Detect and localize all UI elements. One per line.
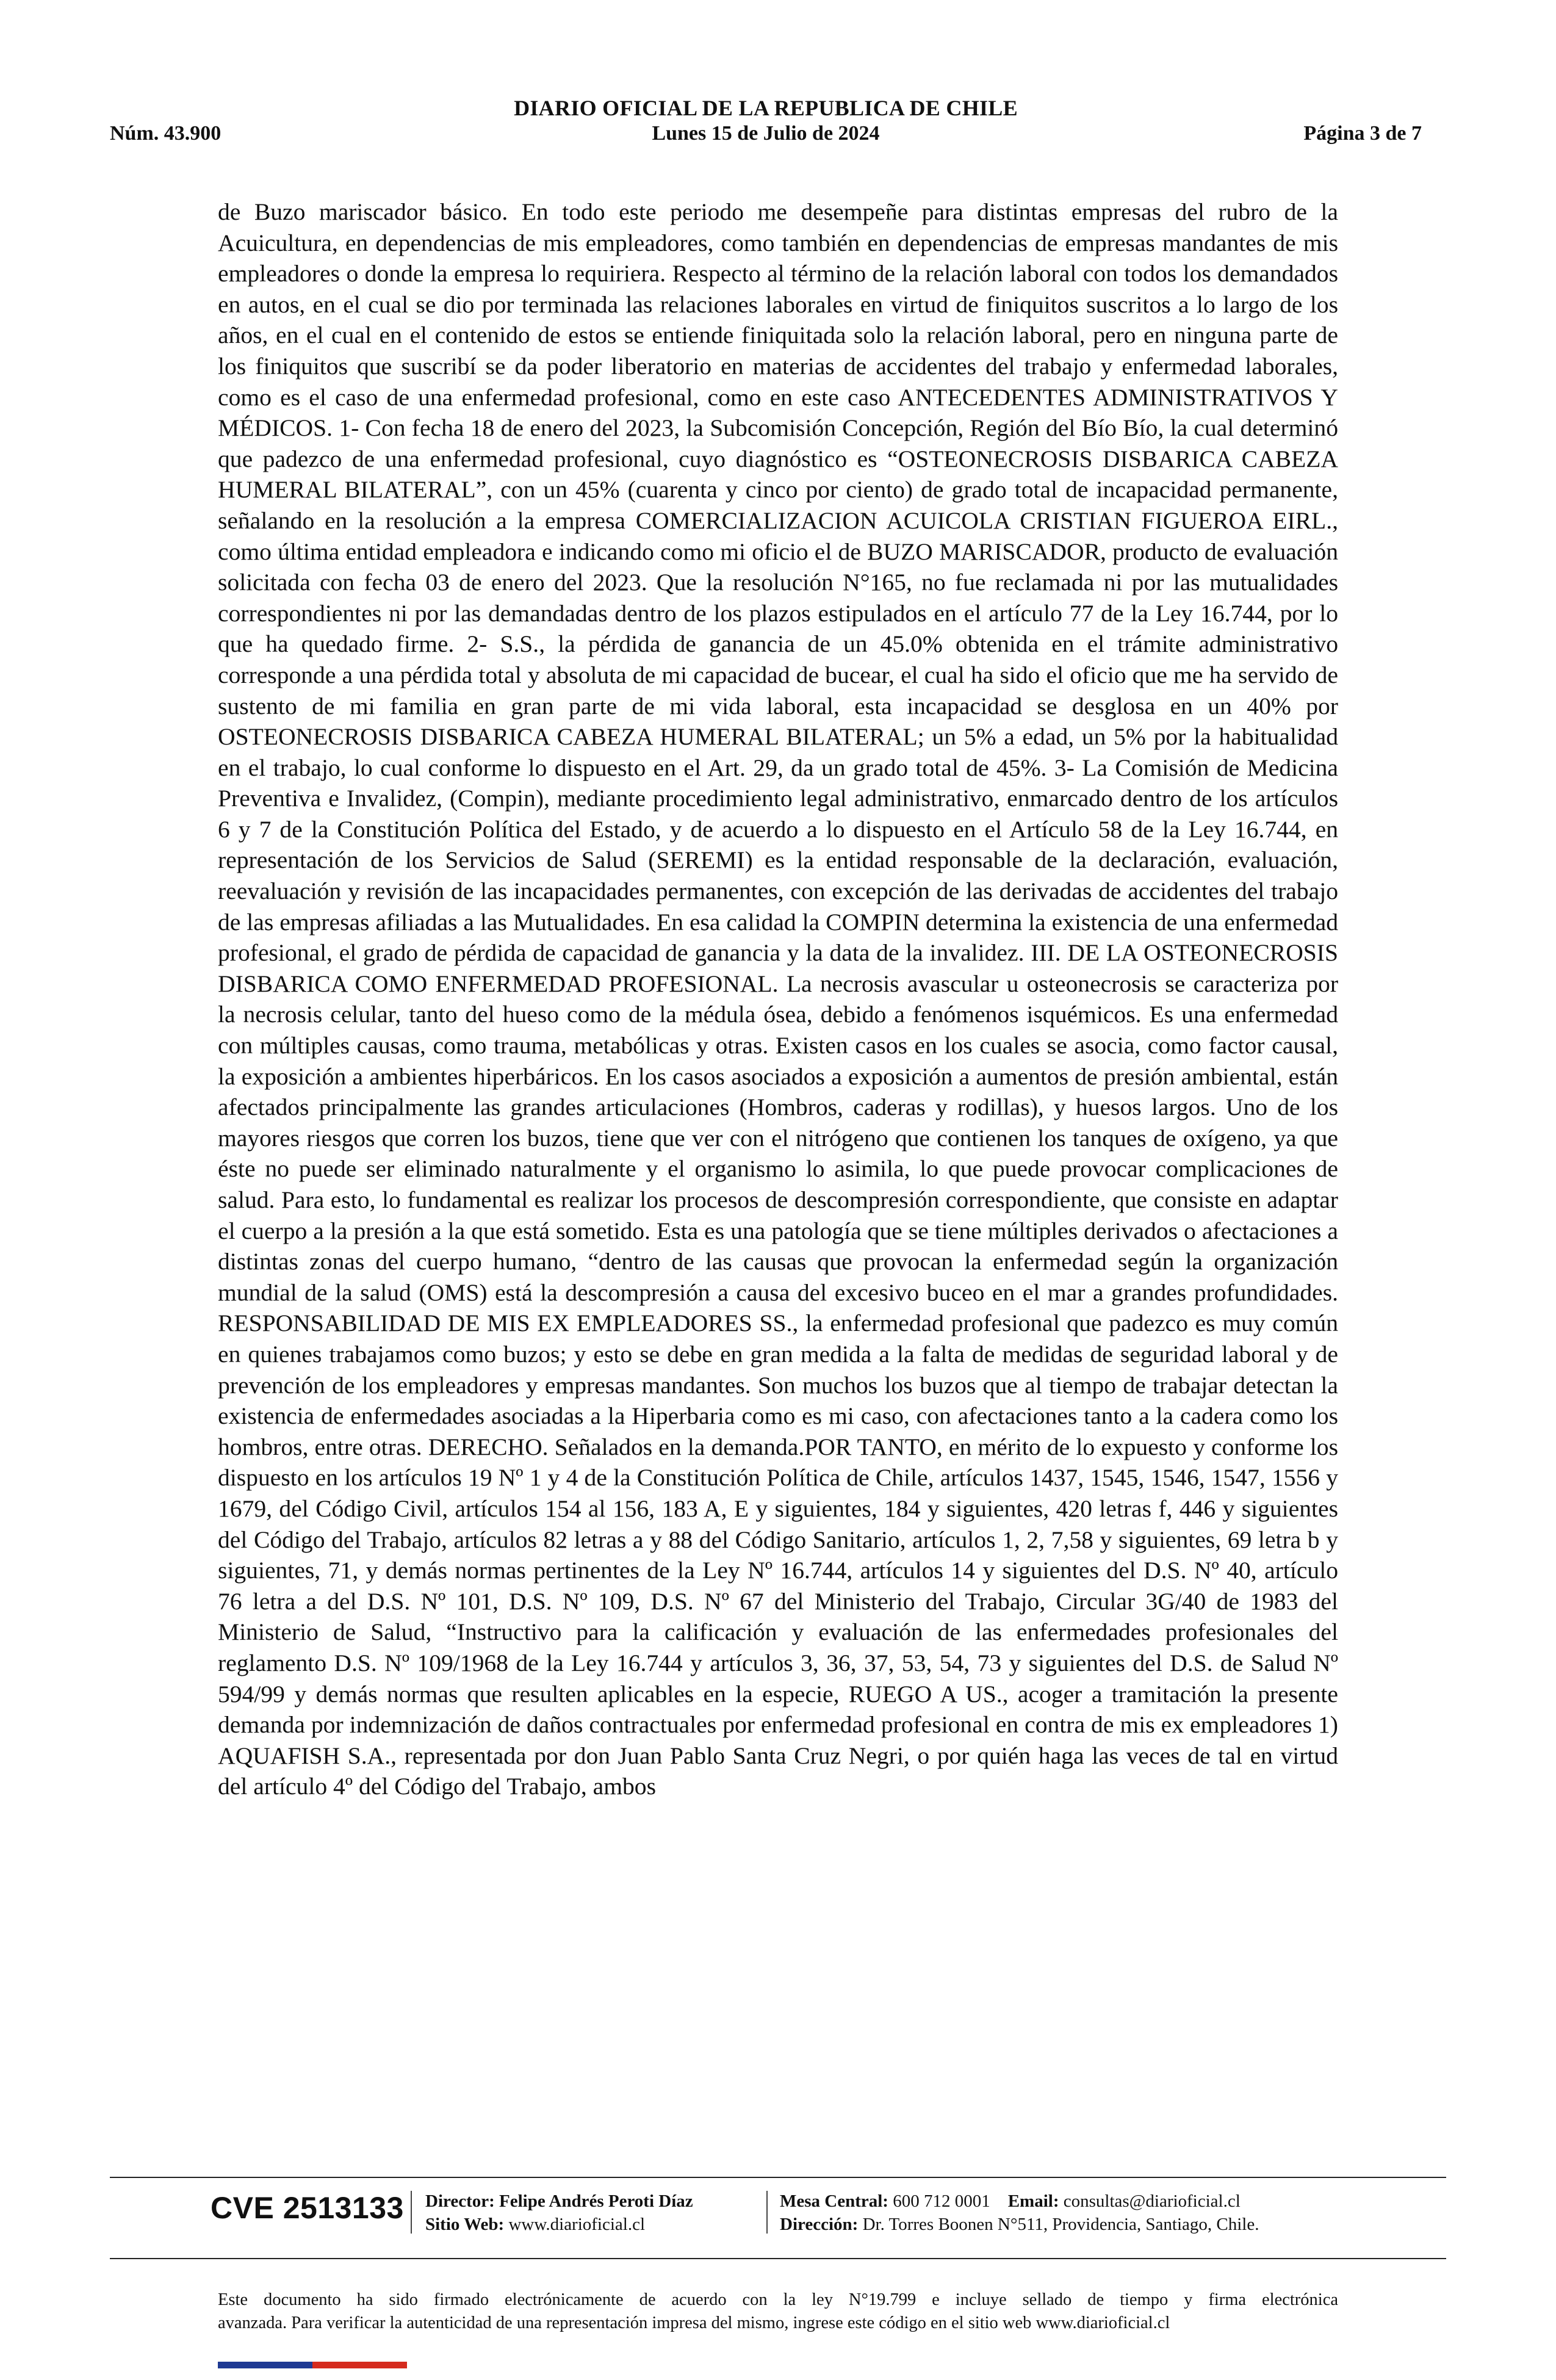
email-label: Email: bbox=[1007, 2191, 1059, 2211]
footer-separator bbox=[411, 2191, 412, 2234]
newspaper-title: DIARIO OFICIAL DE LA REPUBLICA DE CHILE bbox=[514, 96, 1018, 120]
issue-date: Lunes 15 de Julio de 2024 bbox=[652, 122, 880, 145]
signature-notice bbox=[218, 2288, 1338, 2335]
footer-separator bbox=[766, 2191, 768, 2234]
page-header bbox=[110, 95, 1422, 150]
phone-label: Mesa Central: bbox=[780, 2191, 888, 2211]
address-value: Dr. Torres Boonen N°511, Providencia, Santiago, Chile. bbox=[862, 2215, 1259, 2234]
director-label: Director: bbox=[425, 2191, 495, 2211]
flag-red-segment bbox=[312, 2362, 407, 2368]
flag-blue-segment bbox=[218, 2362, 312, 2368]
footer-director-block bbox=[425, 2190, 693, 2236]
director-name: Felipe Andrés Peroti Díaz bbox=[499, 2191, 693, 2211]
site-link[interactable]: www.diarioficial.cl bbox=[508, 2215, 646, 2234]
page-number: Página 3 de 7 bbox=[1303, 122, 1422, 145]
chile-flag-bar bbox=[218, 2362, 407, 2368]
issue-number: Núm. 43.900 bbox=[110, 122, 222, 145]
phone-value: 600 712 0001 bbox=[893, 2191, 990, 2211]
footer-contact-block bbox=[780, 2190, 1259, 2236]
address-label: Dirección: bbox=[780, 2215, 859, 2234]
footer-top-rule bbox=[110, 2177, 1446, 2178]
notice-line-2: avanzada. Para verificar la autenticidad de una representación impresa del mismo, ingrese este código en el sitio web www.diarioficial.cl bbox=[218, 2313, 1170, 2332]
notice-line-1: Este documento ha sido firmado electrónicamente de acuerdo con la ley N°19.799 e incluye sellado de tiempo y firma electrónica bbox=[218, 2290, 1338, 2309]
cve-code: CVE 2513133 bbox=[211, 2191, 404, 2225]
email-link[interactable]: consultas@diarioficial.cl bbox=[1063, 2191, 1241, 2211]
body-paragraph: de Buzo mariscador básico. En todo este periodo me desempeñe para distintas empresas del rubro de la Acuicultura, en dependencias de mis empleadores, como también en dependencias de empresas mandantes de mis empleadores o donde la empresa lo requiriera. Respecto al término de la relación laboral con todos los demandados en autos, en el cual se dio por terminada las relaciones laborales en virtud de finiquitos suscritos a lo largo de los años, en el cual en el contenido de estos se entiende finiquitada solo la relación laboral, pero en ninguna parte de los finiquitos que suscribí se da poder liberatorio en materias de accidentes del trabajo y enfermedad laborales, como es el caso de una enfermedad profesional, como en este caso ANTECEDENTES ADMINISTRATIVOS Y MÉDICOS. 1- Con fecha 18 de enero del 2023, la Subcomisión Concepción, Región del Bío Bío, la cual determinó que padezco de una enfermedad profesional, cuyo diagnóstico es “OSTEONECROSIS DISBARICA CABEZA HUMERAL BILATERAL”, con un 45% (cuarenta y cinco por ciento) de grado total de incapacidad permanente, señalando en la resolución a la empresa COMERCIALIZACION ACUICOLA CRISTIAN FIGUEROA EIRL., como última entidad empleadora e indicando como mi oficio el de BUZO MARISCADOR, producto de evaluación solicitada con fecha 03 de enero del 2023. Que la resolución N°165, no fue reclamada ni por las mutualidades correspondientes ni por las demandadas dentro de los plazos estipulados en el artículo 77 de la Ley 16.744, por lo que ha quedado firme. 2- S.S., la pérdida de ganancia de un 45.0% obtenida en el trámite administrativo corresponde a una pérdida total y absoluta de mi capacidad de bucear, el cual ha sido el oficio que me ha servido de sustento de mi familia en gran parte de mi vida laboral, esta incapacidad se desglosa en un 40% por OSTEONECROSIS DISBARICA CABEZA HUMERAL BILATERAL; un 5% a edad, un 5% por la habitualidad en el trabajo, lo cual conforme lo dispuesto en el Art. 29, da un grado total de 45%. 3- La Comisión de Medicina Preventiva e Invalidez, (Compin), mediante procedimiento legal administrativo, enmarcado dentro de los artículos 6 y 7 de la Constitución Política del Estado, y de acuerdo a lo dispuesto en el Artículo 58 de la Ley 16.744, en representación de los Servicios de Salud (SEREMI) es la entidad responsable de la declaración, evaluación, reevaluación y revisión de las incapacidades permanentes, con excepción de las derivadas de accidentes del trabajo de las empresas afiliadas a las Mutualidades. En esa calidad la COMPIN determina la existencia de una enfermedad profesional, el grado de pérdida de capacidad de ganancia y la data de la invalidez. III. DE LA OSTEONECROSIS DISBARICA COMO ENFERMEDAD PROFESIONAL. La necrosis avascular u osteonecrosis se caracteriza por la necrosis celular, tanto del hueso como de la médula ósea, debido a fenómenos isquémicos. Es una enfermedad con múltiples causas, como trauma, metabólicas y otras. Existen casos en los cuales se asocia, como factor causal, la exposición a ambientes hiperbáricos. En los casos asociados a exposición a aumentos de presión ambiental, están afectados principalmente las grandes articulaciones (Hombros, caderas y rodillas), y huesos largos. Uno de los mayores riesgos que corren los buzos, tiene que ver con el nitrógeno que contienen los tanques de oxígeno, ya que éste no puede ser eliminado naturalmente y el organismo lo asimila, lo que puede provocar complicaciones de salud. Para esto, lo fundamental es realizar los procesos de descompresión correspondiente, que consiste en adaptar el cuerpo a la presión a la que está sometido. Esta es una patología que se tiene múltiples derivados o afectaciones a distintas zonas del cuerpo humano, “dentro de las causas que provocan la enfermedad según la organización mundial de la salud (OMS) está la descompresión a causa del excesivo buceo en el mar a grandes profundidades. RESPONSABILIDAD DE MIS EX EMPLEADORES SS., la enfermedad profesional que padezco es muy común en quienes trabajamos como buzos; y esto se debe en gran medida a la falta de medidas de seguridad laboral y de prevención de los empleadores y empresas mandantes. Son muchos los buzos que al tiempo de trabajar detectan la existencia de enfermedades asociadas a la Hiperbaria como es mi caso, con afectaciones tanto a la cadera como los hombros, entre otras. DERECHO. Señalados en la demanda.POR TANTO, en mérito de lo expuesto y conforme los dispuesto en los artículos 19 Nº 1 y 4 de la Constitución Política de Chile, artículos 1437, 1545, 1546, 1547, 1556 y 1679, del Código Civil, artículos 154 al 156, 183 A, E y siguientes, 184 y siguientes, 420 letras f, 446 y siguientes del Código del Trabajo, artículos 82 letras a y 88 del Código Sanitario, artículos 1, 2, 7,58 y siguientes, 69 letra b y siguientes, 71, y demás normas pertinentes de la Ley Nº 16.744, artículos 14 y siguientes del D.S. Nº 40, artículo 76 letra a del D.S. Nº 101, D.S. Nº 109, D.S. Nº 67 del Ministerio del Trabajo, Circular 3G/40 de 1983 del Ministerio de Salud, “Instructivo para la calificación y evaluación de las enfermedades profesionales del reglamento D.S. Nº 109/1968 de la Ley 16.744 y artículos 3, 36, 37, 53, 54, 73 y siguientes del D.S. de Salud Nº 594/99 y demás normas que resulten aplicables en la especie, RUEGO A US., acoger a tramitación la presente demanda por indemnización de daños contractuales por enfermedad profesional en contra de mis ex empleadores 1) AQUAFISH S.A., representada por don Juan Pablo Santa Cruz Negri, o por quién haga las veces de tal en virtud del artículo 4º del Código del Trabajo, ambos bbox=[218, 198, 1338, 1800]
footer-middle-rule bbox=[110, 2258, 1446, 2259]
site-label: Sitio Web: bbox=[425, 2215, 505, 2234]
